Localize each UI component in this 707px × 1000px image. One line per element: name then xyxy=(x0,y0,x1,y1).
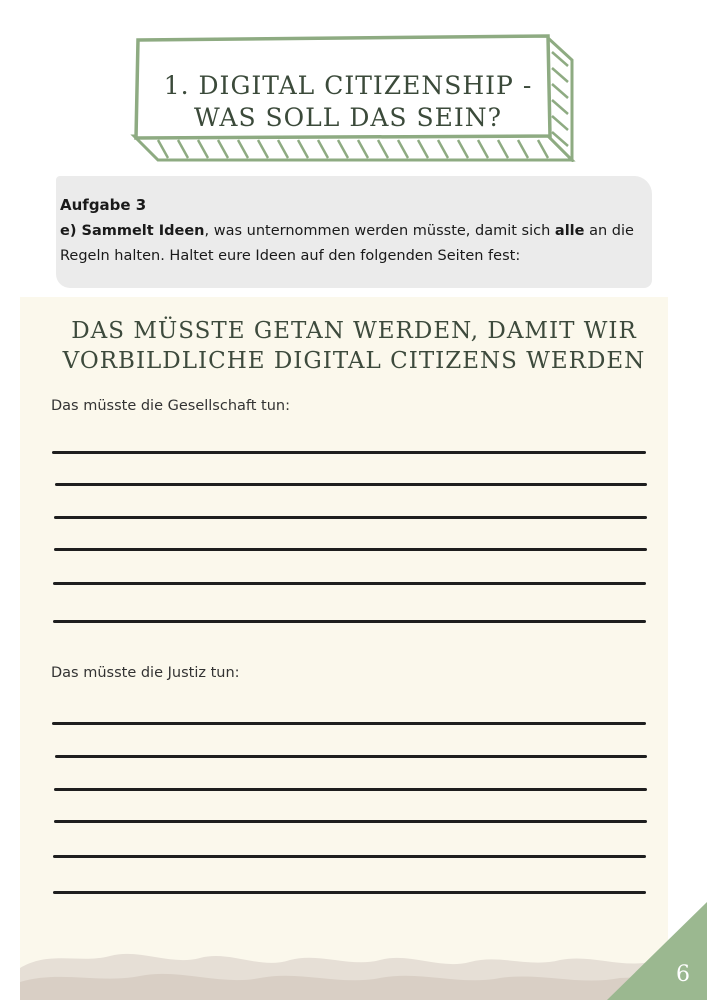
torn-paper-edge xyxy=(20,930,670,1000)
section-label-justice: Das müsste die Justiz tun: xyxy=(51,665,240,681)
task-prefix: e) Sammelt Ideen xyxy=(60,223,205,239)
writing-line[interactable] xyxy=(55,755,647,758)
task-instructions xyxy=(60,219,660,269)
title-banner xyxy=(128,32,578,162)
writing-line[interactable] xyxy=(52,451,646,454)
task-text-2: an die Regeln halten. Haltet eure Ideen auf den folgenden Seiten fest: xyxy=(60,223,634,264)
writing-line[interactable] xyxy=(53,620,646,623)
writing-line[interactable] xyxy=(53,891,646,894)
page-number: 6 xyxy=(676,962,690,987)
writing-line[interactable] xyxy=(54,516,647,519)
writing-line[interactable] xyxy=(53,855,646,858)
writing-line[interactable] xyxy=(54,548,647,551)
writing-line[interactable] xyxy=(54,788,647,791)
page-title: 1. DIGITAL CITIZENSHIP - WAS SOLL DAS SEIN? xyxy=(163,71,533,132)
task-emphasis: alle xyxy=(554,223,585,239)
worksheet-title: DAS MÜSSTE GETAN WERDEN, DAMIT WIR VORBILDLICHE DIGITAL CITIZENS WERDEN xyxy=(62,318,646,374)
task-heading: Aufgabe 3 xyxy=(60,196,147,214)
writing-line[interactable] xyxy=(54,820,647,823)
writing-line[interactable] xyxy=(52,722,646,725)
writing-line[interactable] xyxy=(53,582,646,585)
section-label-society: Das müsste die Gesellschaft tun: xyxy=(51,398,291,414)
task-text-1: , was unternommen werden müsste, damit sich xyxy=(204,223,555,239)
writing-line[interactable] xyxy=(55,483,647,486)
